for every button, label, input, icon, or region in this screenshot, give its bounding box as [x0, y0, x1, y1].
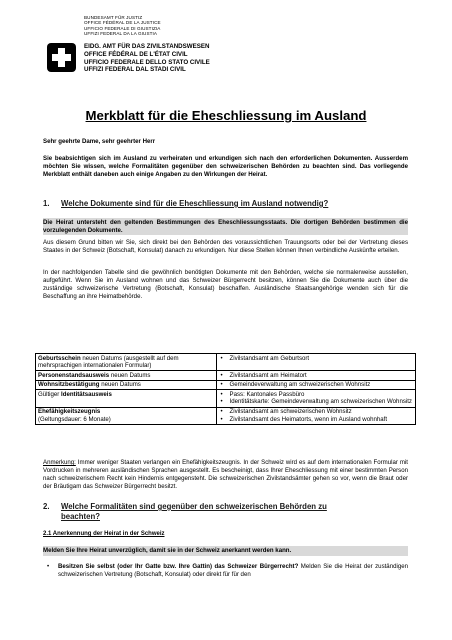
list-item: • Zivilstandsamt des Heimatorts, wenn im Ausland wohnhaft — [219, 416, 413, 424]
list-item: • Gemeindeverwaltung am schweizerischen Wohnsitz — [219, 381, 413, 389]
authority-cell — [216, 390, 415, 407]
subsection-heading: 2.1 Anerkennung der Heirat in der Schweiz — [43, 531, 165, 537]
list-item: • Zivilstandsamt am schweizerischen Wohnsitz — [219, 408, 413, 416]
list-item: • Identitätskarte: Gemeindeverwaltung am schweizerischen Wohnsitz — [219, 398, 413, 406]
section-1-heading — [43, 199, 408, 209]
document-cell: Wohnsitzbestätigung neuen Datums — [36, 380, 217, 390]
salutation: Sehr geehrte Dame, sehr geehrter Herr — [43, 138, 156, 145]
section-number: 2. — [43, 502, 50, 511]
bullet-bold: Besitzen Sie selbst (oder Ihr Gatte bzw. Ihre Gattin) das Schweizer Bürgerrecht? — [58, 563, 299, 570]
list-item: • Pass: Kantonales Passbüro — [219, 391, 413, 399]
list-item: • Zivilstandsamt am Heimatort — [219, 372, 413, 380]
office-line: UFFICIO FEDERALE DELLO STATO CIVILE — [84, 58, 210, 66]
department-line: OFFICE FÉDÉRAL DE LA JUSTICE — [84, 20, 161, 26]
section-1-highlight: Die Heirat untersteht den geltenden Bestimmungen des Eheschliessungsstaats. Die dortigen Behörden bestimmen die vorzulegenden Dokumente. — [43, 219, 408, 234]
document-cell: Geburtsschein neuen Datums (ausgestellt auf dem mehrsprachigen internationalen Formular) — [36, 354, 217, 371]
section-2-highlight: Melden Sie Ihre Heirat unverzüglich, damit sie in der Schweiz anerkannt werden kann. — [43, 546, 408, 556]
section-title: Welche Formalitäten sind gegenüber den schweizerischen Behörden zu — [61, 502, 327, 511]
authority-cell — [216, 354, 415, 371]
section-title: Welche Dokumente sind für die Eheschliessung im Ausland notwendig? — [61, 199, 329, 208]
swiss-cross-logo — [47, 43, 76, 72]
authority-cell — [216, 407, 415, 424]
section-number: 1. — [43, 199, 50, 208]
office-line: OFFICE FÉDÉRAL DE L'ÉTAT CIVIL — [84, 50, 188, 58]
document-cell: Personenstandsausweis neuen Datums — [36, 371, 217, 381]
intro-paragraph: Sie beabsichtigen sich im Ausland zu verheiraten und erkundigen sich nach den erforderlichen Dokumenten. Ausserdem möchten Sie wissen, welche Formalitäten gegenüber den schweizerischen Behörden zu beachten sind. Das vorliegende Merkblatt enthält daneben auch einige Angaben zu den Wirkungen der Heirat. — [43, 155, 408, 178]
table-row — [36, 371, 416, 381]
section-1-paragraph: In der nachfolgenden Tabelle sind die gewöhnlich benötigten Dokumente mit den Behörden, welche sie normalerweise ausstellen, aufgeführt. Wenn Sie im Ausland wohnen und das Schweizer Bürgerrecht besitzen, können Sie die Dokumente auch über die zuständige schweizerische Vertretung (Botschaft, Konsulat) beschaffen. Ausländische Staatsangehörige wenden sich für die Beschaffung an ihre Heimatbehörde. — [43, 269, 408, 300]
department-line: UFFIZI FEDERAL DA LA GIUSTIA — [84, 31, 158, 37]
table-row — [36, 354, 416, 371]
note-text: Immer weniger Staaten verlangen ein Ehefähigkeitszeugnis. In der Schweiz wird es auf dem internationalen Formular mit Vordrucken in mehreren ausländischen Sprachen ausgestellt. Es bescheinigt, dass Ihrer Eheschliessung mit einer bestimmten Person nach schweizerischem Recht kein Hindernis entgegensteht. Die schweizerischen Zivilstandsämter gehen so vor, wenn die Braut oder der Bräutigam das Schweizer Bürgerrecht besitzt. — [43, 459, 408, 490]
office-line: EIDG. AMT FÜR DAS ZIVILSTANDSWESEN — [84, 43, 210, 50]
note-label: Anmerkung: — [43, 459, 76, 466]
table-row — [36, 380, 416, 390]
authority-cell — [216, 371, 415, 381]
documents-table — [35, 353, 416, 425]
section-2-heading — [43, 502, 408, 522]
section-1-paragraph: Aus diesem Grund bitten wir Sie, sich direkt bei den Behörden des voraussichtlichen Trauungsorts oder bei der Vertretung dieses Staates in der Schweiz (Botschaft, Konsulat) danach zu erkundigen. Nur diese Stellen können Ihnen verbindliche Auskünfte erteilen. — [43, 239, 408, 254]
office-line: UFFIZI FEDERAL DAL STADI CIVIL — [84, 66, 186, 74]
office-header — [84, 43, 210, 74]
department-header — [84, 15, 161, 37]
department-line: UFFICIO FEDERALE DI GIUSTIZIA — [84, 25, 161, 31]
page-title: Merkblatt für die Eheschliessung im Ausland — [85, 108, 367, 123]
department-line: BUNDESAMT FÜR JUSTIZ — [84, 15, 143, 20]
list-item — [43, 563, 408, 579]
authority-cell — [216, 380, 415, 390]
table-row — [36, 390, 416, 407]
section-title-continued: beachten? — [61, 512, 100, 521]
list-item: • Zivilstandsamt am Geburtsort — [219, 355, 413, 363]
document-cell: Ehefähigkeitszeugnis (Geltungsdauer: 6 Monate) — [36, 407, 217, 424]
note-paragraph — [43, 459, 408, 491]
table-row — [36, 407, 416, 424]
bullet-text: Melden Sie die Heirat der zuständigen schweizerischen Vertretung (Botschaft, Konsulat) oder direkt für für den — [58, 563, 408, 578]
document-cell: Gültiger Identitätsausweis — [36, 390, 217, 407]
